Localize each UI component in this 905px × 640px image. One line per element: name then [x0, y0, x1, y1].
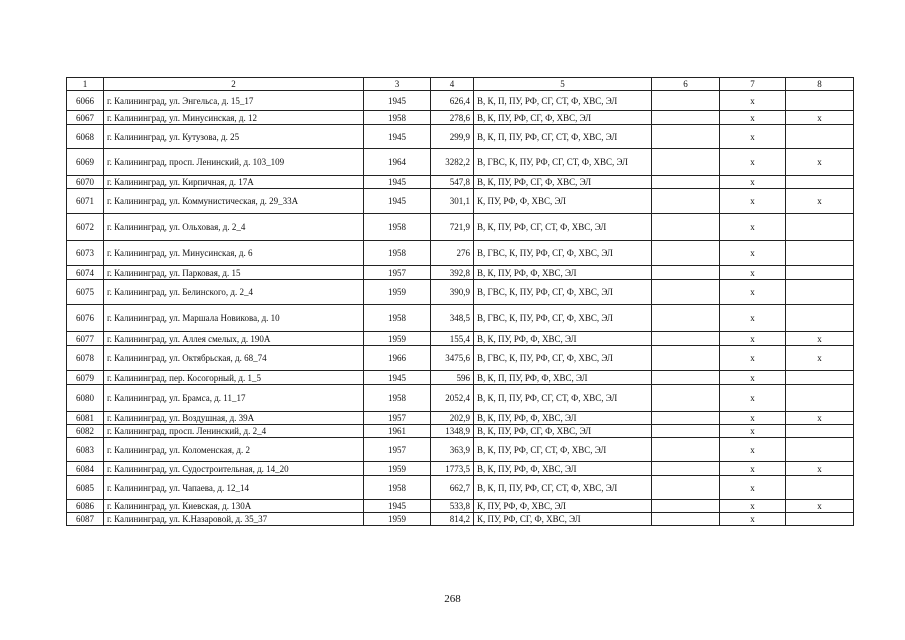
header-col-4: 4 [431, 78, 474, 91]
table-row [67, 305, 854, 332]
row-number: 6066 [67, 91, 104, 111]
area-cell: 299,9 [431, 125, 474, 149]
col7-cell: х [720, 346, 786, 371]
col7-cell: х [720, 476, 786, 500]
col6-cell [652, 332, 720, 346]
row-number: 6071 [67, 189, 104, 214]
table-row [67, 513, 854, 526]
table-row [67, 462, 854, 476]
utilities-cell: В, К, ПУ, РФ, СГ, Ф, ХВС, ЭЛ [474, 111, 652, 125]
row-number: 6074 [67, 266, 104, 280]
area-cell: 155,4 [431, 332, 474, 346]
address-cell: г. Калининград, ул. Минусинская, д. 6 [104, 241, 364, 266]
col6-cell [652, 214, 720, 241]
col6-cell [652, 385, 720, 412]
utilities-cell: К, ПУ, РФ, Ф, ХВС, ЭЛ [474, 500, 652, 513]
row-number: 6084 [67, 462, 104, 476]
col7-cell: х [720, 241, 786, 266]
area-cell: 3282,2 [431, 149, 474, 176]
year-cell: 1958 [364, 385, 431, 412]
col7-cell: х [720, 500, 786, 513]
utilities-cell: В, К, ПУ, РФ, СГ, Ф, ХВС, ЭЛ [474, 425, 652, 438]
utilities-cell: В, К, П, ПУ, РФ, СГ, СТ, Ф, ХВС, ЭЛ [474, 91, 652, 111]
col8-cell [786, 280, 854, 305]
header-row [67, 78, 854, 91]
address-cell: г. Калининград, ул. Кирпичная, д. 17А [104, 176, 364, 189]
area-cell: 363,9 [431, 438, 474, 462]
address-cell: г. Калининград, ул. Маршала Новикова, д. 10 [104, 305, 364, 332]
row-number: 6068 [67, 125, 104, 149]
year-cell: 1964 [364, 149, 431, 176]
row-number: 6078 [67, 346, 104, 371]
col7-cell: х [720, 332, 786, 346]
year-cell: 1959 [364, 280, 431, 305]
col7-cell: х [720, 176, 786, 189]
year-cell: 1957 [364, 438, 431, 462]
utilities-cell: В, К, ПУ, РФ, Ф, ХВС, ЭЛ [474, 462, 652, 476]
row-number: 6082 [67, 425, 104, 438]
area-cell: 2052,4 [431, 385, 474, 412]
address-cell: г. Калининград, просп. Ленинский, д. 103_109 [104, 149, 364, 176]
col8-cell [786, 476, 854, 500]
table-row [67, 425, 854, 438]
address-cell: г. Калининград, ул. Брамса, д. 11_17 [104, 385, 364, 412]
col6-cell [652, 305, 720, 332]
table-row [67, 412, 854, 425]
year-cell: 1945 [364, 189, 431, 214]
utilities-cell: В, ГВС, К, ПУ, РФ, СГ, Ф, ХВС, ЭЛ [474, 241, 652, 266]
utilities-cell: В, ГВС, К, ПУ, РФ, СГ, Ф, ХВС, ЭЛ [474, 280, 652, 305]
utilities-cell: В, К, П, ПУ, РФ, СГ, СТ, Ф, ХВС, ЭЛ [474, 385, 652, 412]
col7-cell: х [720, 149, 786, 176]
table-row [67, 214, 854, 241]
col6-cell [652, 371, 720, 385]
col7-cell: х [720, 305, 786, 332]
col7-cell: х [720, 266, 786, 280]
col8-cell [786, 214, 854, 241]
header-col-6: 6 [652, 78, 720, 91]
col6-cell [652, 476, 720, 500]
col8-cell [786, 305, 854, 332]
area-cell: 596 [431, 371, 474, 385]
year-cell: 1957 [364, 266, 431, 280]
col8-cell: х [786, 462, 854, 476]
row-number: 6083 [67, 438, 104, 462]
col7-cell: х [720, 412, 786, 425]
utilities-cell: В, ГВС, К, ПУ, РФ, СГ, СТ, Ф, ХВС, ЭЛ [474, 149, 652, 176]
col7-cell: х [720, 214, 786, 241]
col8-cell: х [786, 346, 854, 371]
table-row [67, 91, 854, 111]
col6-cell [652, 91, 720, 111]
utilities-cell: В, К, П, ПУ, РФ, СГ, СТ, Ф, ХВС, ЭЛ [474, 476, 652, 500]
address-cell: г. Калининград, ул. Воздушная, д. 39А [104, 412, 364, 425]
page-number: 268 [444, 593, 461, 605]
address-cell: г. Калининград, пер. Косогорный, д. 1_5 [104, 371, 364, 385]
year-cell: 1945 [364, 500, 431, 513]
col6-cell [652, 149, 720, 176]
col7-cell: х [720, 91, 786, 111]
year-cell: 1958 [364, 214, 431, 241]
year-cell: 1958 [364, 111, 431, 125]
col8-cell [786, 513, 854, 526]
col8-cell [786, 91, 854, 111]
header-col-5: 5 [474, 78, 652, 91]
table-body [67, 91, 854, 526]
col6-cell [652, 346, 720, 371]
col8-cell [786, 241, 854, 266]
table-row [67, 332, 854, 346]
address-cell: г. Калининград, ул. Кутузова, д. 25 [104, 125, 364, 149]
col6-cell [652, 280, 720, 305]
col8-cell: х [786, 332, 854, 346]
address-cell: г. Калининград, ул. Коммунистическая, д. 29_33А [104, 189, 364, 214]
col8-cell [786, 176, 854, 189]
table-row [67, 266, 854, 280]
col8-cell [786, 266, 854, 280]
utilities-cell: В, К, ПУ, РФ, Ф, ХВС, ЭЛ [474, 266, 652, 280]
col8-cell: х [786, 149, 854, 176]
table-row [67, 125, 854, 149]
row-number: 6073 [67, 241, 104, 266]
area-cell: 301,1 [431, 189, 474, 214]
area-cell: 662,7 [431, 476, 474, 500]
utilities-cell: В, ГВС, К, ПУ, РФ, СГ, Ф, ХВС, ЭЛ [474, 346, 652, 371]
table-row [67, 111, 854, 125]
table-row [67, 176, 854, 189]
row-number: 6075 [67, 280, 104, 305]
address-cell: г. Калининград, ул. Ольховая, д. 2_4 [104, 214, 364, 241]
col8-cell [786, 425, 854, 438]
area-cell: 276 [431, 241, 474, 266]
col7-cell: х [720, 111, 786, 125]
col6-cell [652, 266, 720, 280]
year-cell: 1959 [364, 462, 431, 476]
area-cell: 348,5 [431, 305, 474, 332]
row-number: 6085 [67, 476, 104, 500]
row-number: 6081 [67, 412, 104, 425]
header-col-3: 3 [364, 78, 431, 91]
header-col-1: 1 [67, 78, 104, 91]
row-number: 6079 [67, 371, 104, 385]
table-row [67, 438, 854, 462]
year-cell: 1945 [364, 176, 431, 189]
utilities-cell: В, К, ПУ, РФ, Ф, ХВС, ЭЛ [474, 412, 652, 425]
year-cell: 1958 [364, 241, 431, 266]
area-cell: 814,2 [431, 513, 474, 526]
col6-cell [652, 241, 720, 266]
table-row [67, 280, 854, 305]
year-cell: 1966 [364, 346, 431, 371]
address-cell: г. Калининград, ул. Энгельса, д. 15_17 [104, 91, 364, 111]
year-cell: 1961 [364, 425, 431, 438]
col8-cell [786, 385, 854, 412]
area-cell: 392,8 [431, 266, 474, 280]
row-number: 6086 [67, 500, 104, 513]
address-cell: г. Калининград, ул. Чапаева, д. 12_14 [104, 476, 364, 500]
table-row [67, 371, 854, 385]
row-number: 6087 [67, 513, 104, 526]
col7-cell: х [720, 513, 786, 526]
row-number: 6077 [67, 332, 104, 346]
col6-cell [652, 125, 720, 149]
col8-cell [786, 438, 854, 462]
row-number: 6072 [67, 214, 104, 241]
row-number: 6069 [67, 149, 104, 176]
year-cell: 1959 [364, 332, 431, 346]
col8-cell: х [786, 189, 854, 214]
area-cell: 547,8 [431, 176, 474, 189]
area-cell: 3475,6 [431, 346, 474, 371]
area-cell: 626,4 [431, 91, 474, 111]
col6-cell [652, 438, 720, 462]
area-cell: 278,6 [431, 111, 474, 125]
col6-cell [652, 462, 720, 476]
header-col-7: 7 [720, 78, 786, 91]
utilities-cell: К, ПУ, РФ, Ф, ХВС, ЭЛ [474, 189, 652, 214]
address-cell: г. Калининград, ул. Коломенская, д. 2 [104, 438, 364, 462]
address-cell: г. Калининград, ул. Октябрьская, д. 68_74 [104, 346, 364, 371]
col7-cell: х [720, 371, 786, 385]
area-cell: 202,9 [431, 412, 474, 425]
table-row [67, 385, 854, 412]
table-row [67, 476, 854, 500]
header-col-2: 2 [104, 78, 364, 91]
col8-cell [786, 125, 854, 149]
col6-cell [652, 425, 720, 438]
row-number: 6070 [67, 176, 104, 189]
area-cell: 533,8 [431, 500, 474, 513]
year-cell: 1945 [364, 371, 431, 385]
col6-cell [652, 111, 720, 125]
address-cell: г. Калининград, ул. Киевская, д. 130А [104, 500, 364, 513]
utilities-cell: В, К, ПУ, РФ, СГ, Ф, ХВС, ЭЛ [474, 176, 652, 189]
area-cell: 1773,5 [431, 462, 474, 476]
address-cell: г. Калининград, ул. Парковая, д. 15 [104, 266, 364, 280]
col6-cell [652, 513, 720, 526]
year-cell: 1958 [364, 476, 431, 500]
col7-cell: х [720, 462, 786, 476]
table-row [67, 149, 854, 176]
row-number: 6076 [67, 305, 104, 332]
address-cell: г. Калининград, ул. Белинского, д. 2_4 [104, 280, 364, 305]
col7-cell: х [720, 425, 786, 438]
address-cell: г. Калининград, ул. Минусинская, д. 12 [104, 111, 364, 125]
year-cell: 1958 [364, 305, 431, 332]
area-cell: 1348,9 [431, 425, 474, 438]
utilities-cell: В, К, П, ПУ, РФ, Ф, ХВС, ЭЛ [474, 371, 652, 385]
year-cell: 1959 [364, 513, 431, 526]
col6-cell [652, 176, 720, 189]
col7-cell: х [720, 385, 786, 412]
utilities-cell: В, К, П, ПУ, РФ, СГ, СТ, Ф, ХВС, ЭЛ [474, 125, 652, 149]
address-cell: г. Калининград, ул. Аллея смелых, д. 190А [104, 332, 364, 346]
col7-cell: х [720, 438, 786, 462]
table-row [67, 189, 854, 214]
address-cell: г. Калининград, ул. Судостроительная, д. 14_20 [104, 462, 364, 476]
col7-cell: х [720, 280, 786, 305]
area-cell: 721,9 [431, 214, 474, 241]
year-cell: 1945 [364, 91, 431, 111]
area-cell: 390,9 [431, 280, 474, 305]
col8-cell [786, 371, 854, 385]
col7-cell: х [720, 125, 786, 149]
year-cell: 1945 [364, 125, 431, 149]
housing-table [66, 77, 854, 526]
utilities-cell: В, К, ПУ, РФ, Ф, ХВС, ЭЛ [474, 332, 652, 346]
col6-cell [652, 500, 720, 513]
col6-cell [652, 189, 720, 214]
utilities-cell: В, К, ПУ, РФ, СГ, СТ, Ф, ХВС, ЭЛ [474, 214, 652, 241]
row-number: 6080 [67, 385, 104, 412]
utilities-cell: В, ГВС, К, ПУ, РФ, СГ, Ф, ХВС, ЭЛ [474, 305, 652, 332]
col7-cell: х [720, 189, 786, 214]
address-cell: г. Калининград, просп. Ленинский, д. 2_4 [104, 425, 364, 438]
utilities-cell: К, ПУ, РФ, СГ, Ф, ХВС, ЭЛ [474, 513, 652, 526]
year-cell: 1957 [364, 412, 431, 425]
table-row [67, 500, 854, 513]
table-row [67, 346, 854, 371]
utilities-cell: В, К, ПУ, РФ, СГ, СТ, Ф, ХВС, ЭЛ [474, 438, 652, 462]
col8-cell: х [786, 412, 854, 425]
col8-cell: х [786, 500, 854, 513]
col6-cell [652, 412, 720, 425]
col8-cell: х [786, 111, 854, 125]
address-cell: г. Калининград, ул. К.Назаровой, д. 35_37 [104, 513, 364, 526]
row-number: 6067 [67, 111, 104, 125]
table-row [67, 241, 854, 266]
header-col-8: 8 [786, 78, 854, 91]
